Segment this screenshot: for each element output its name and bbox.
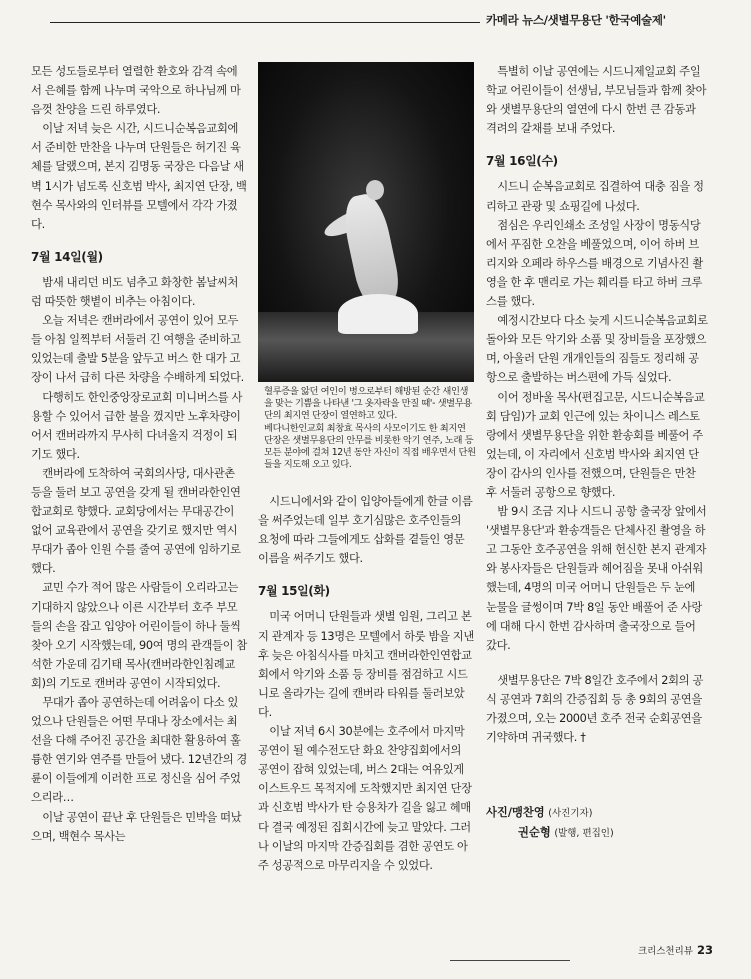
paragraph: 이날 저녁 6시 30분에는 호주에서 마지막 공연이 될 예수전도단 화요 찬양집회에서의 공연이 잡혀 있었는데, 버스 2대는 여유있게 이스트우드 목적지에 도착했지만 최지연 단장과 신호범 박사가 탄 승용차가 길을 잃고 헤매다 결국 예정된 집회시간에 늦고 말았다. 그러나 이날의 마지막 간증집회를 겸한 공연도 아주 성공적으로 마무리지을 수 있었다. bbox=[258, 725, 472, 872]
photo-caption bbox=[264, 386, 476, 471]
paragraph: 특별히 이날 공연에는 시드니제일교회 주일학교 어린이들이 선생님, 부모님들과 함께 찾아와 샛별무용단의 열연에 다시 한번 큰 감동과 격려의 갈채를 보내 주었다. bbox=[486, 65, 707, 136]
paragraph: 이날 저녁 늦은 시간, 시드니순복음교회에서 준비한 만찬을 나누며 단원들은 허기진 육체를 달랬으며, 본지 김명동 국장은 다음날 새벽 1시가 넘도록 신호범 박사, 최지연 단장, 백현수 목사와의 인터뷰를 모텔에서 각각 가졌다. bbox=[31, 122, 247, 231]
credit-row bbox=[486, 823, 614, 843]
paragraph: 점심은 우리인쇄소 조성일 사장이 명동식당에서 푸짐한 오찬을 베풀었으며, 이어 하버 브리지와 오페라 하우스를 배경으로 기념사진 촬영을 한 후 맨리로 가는 훼리를 타고 하버 크루스를 했다. bbox=[486, 218, 703, 309]
date-heading: 7월 16일(수) bbox=[486, 154, 558, 169]
paragraph: 무대가 좁아 공연하는데 어려움이 다소 있었으나 단원들은 어떤 무대나 장소에서는 최선을 다해 주어진 공간을 최대한 활용하여 훌륭한 연기와 연주를 만들어 냈다. 12년간의 경륜이 이들에게 이러한 프로 정신을 심어 주었으리라… bbox=[31, 696, 247, 805]
article-column-3 bbox=[486, 62, 708, 747]
paragraph-gap bbox=[486, 655, 708, 671]
credit-row bbox=[486, 803, 614, 823]
article-column-2 bbox=[258, 492, 474, 875]
section-title: 카메라 뉴스/샛별무용단 '한국예술제' bbox=[486, 13, 666, 27]
footer-rule bbox=[450, 960, 570, 961]
paragraph: 모든 성도들로부터 열렬한 환호와 감격 속에서 은혜를 함께 나누며 국악으로 하나님께 마음껏 찬양을 드린 하루였다. bbox=[31, 65, 241, 117]
paragraph: 다행히도 한인중앙장로교회 미니버스를 사용할 수 있어서 급한 불을 껐지만 노후차량이어서 캔버라까지 무사히 다녀올지 걱정이 되기도 했다. bbox=[31, 390, 243, 461]
caption-line: 혈루증을 앓던 여인이 병으로부터 해방된 순간 새인생을 맞는 기쁨을 나타낸 '그 옷자락을 만질 때'- 샛별무용단의 최지연 단장이 열연하고 있다. bbox=[264, 386, 472, 422]
date-heading: 7월 14일(월) bbox=[31, 249, 103, 264]
dancer-head bbox=[366, 180, 384, 200]
paragraph: 샛별무용단은 7박 8일간 호주에서 2회의 공식 공연과 7회의 간증집회 등 총 9회의 공연을 가졌으며, 오는 2000년 호주 전국 순회공연을 기약하며 귀국했다. † bbox=[486, 673, 704, 745]
header-rule bbox=[50, 22, 480, 23]
page-footer bbox=[638, 943, 713, 957]
date-heading: 7월 15일(화) bbox=[258, 584, 330, 599]
dancer-photo bbox=[258, 62, 474, 382]
paragraph: 예정시간보다 다소 늦게 시드니순복음교회로 돌아와 모든 악기와 소품 및 장비들을 포장했으며, 아울러 단원 개개인들의 짐들도 정리해 공항으로 출발하는 버스편에 가득 실었다. bbox=[486, 314, 708, 385]
credit-label: 사진/맹찬영 bbox=[486, 806, 545, 819]
paragraph: 이어 정바울 목사(편집고문, 시드니순복음교회 담임)가 교회 인근에 있는 차이니스 레스토랑에서 샛별무용단을 위한 환송회를 베풀어 주었는데, 이 자리에서 신호범 박사와 최지연 단장이 감사의 인사를 전했으며, 단원들은 만찬 후 서둘러 공항으로 향했다. bbox=[486, 390, 705, 499]
dancer-figure bbox=[339, 191, 403, 307]
magazine-name: 크리스천리뷰 bbox=[637, 946, 693, 957]
paragraph: 캔버라에 도착하여 국회의사당, 대사관촌 등을 둘러 보고 공연을 갖게 될 캔버라한인연합교회로 향했다. 교회당에서는 무대공간이 없어 교육관에서 공연을 갖기로 했지만 역시 무대가 좁아 인원 수를 줄여 공연에 임하기로 했다. bbox=[31, 466, 241, 576]
credit-name: 권순형 bbox=[518, 826, 551, 839]
paragraph: 밤 9시 조금 지나 시드니 공항 출국장 앞에서 '샛별무용단'과 환송객들은 단체사진 촬영을 하고 그동안 호주공연을 위해 헌신한 본지 관계자와 봉사자들은 단원들과 헤어짐을 못내 아쉬워했는데, 4명의 미국 어머니 단원들은 두 눈에 눈물을 글썽이며 7박 8일 동안 배풀어 준 사랑에 대해 다시 한번 감사하며 출국장으로 들어 갔다. bbox=[486, 505, 707, 652]
paragraph: 교민 수가 적어 많은 사람들이 오리라고는 기대하지 않았으나 이른 시간부터 호주 부모들의 손을 잡고 입양아 어린이들이 하나 둘씩 찾아 오기 시작했는데, 90여 명의 관객들이 참석한 가운데 김기태 목사(캔버라한인침례교회)의 기도로 캔버라 공연이 시작되었다. bbox=[31, 581, 247, 690]
page-number: 23 bbox=[696, 943, 713, 957]
photo-credit bbox=[486, 803, 614, 843]
paragraph: 밤새 내리던 비도 넘추고 화창한 봄날씨처럼 따뜻한 햇볕이 비추는 아침이다. bbox=[31, 275, 239, 309]
credit-role: (발행, 편집인) bbox=[554, 828, 614, 839]
paragraph: 미국 어머니 단원들과 샛별 임원, 그리고 본지 관계자 등 13명은 모텔에서 하룻 밤을 지낸 후 늦은 아침식사를 마치고 캔버라한인연합교회에서 악기와 소품 등 장비를 점검하고 시드니로 올라가는 길에 캔버라 타워를 둘러보았다. bbox=[258, 610, 474, 719]
paragraph: 이날 공연이 끝난 후 단원들은 민박을 떠났으며, 백현수 목사는 bbox=[31, 810, 242, 843]
dancer-skirt bbox=[338, 294, 418, 334]
paragraph: 시드니 순복음교회로 집결하여 대충 짐을 정리하고 관광 및 쇼핑길에 나섰다. bbox=[486, 180, 704, 213]
credit-role: (사진기자) bbox=[548, 808, 593, 819]
caption-line: 베다니한인교회 최창효 목사의 사모이기도 한 최지연 단장은 샛별무용단의 안무를 비롯한 악기 연주, 노래 등 모든 분야에 걸쳐 12년 동안 자신이 직접 배우면서 단원들을 지도해 오고 있다. bbox=[264, 422, 476, 471]
article-column-1 bbox=[31, 62, 247, 846]
paragraph: 오늘 저녁은 캔버라에서 공연이 있어 모두들 아침 일찍부터 서둘러 긴 여행을 준비하고 있었는데 출발 5분을 앞두고 버스 한 대가 고장이 나서 급히 다른 차량을 수배하게 되었다. bbox=[31, 314, 244, 385]
paragraph: 시드니에서와 같이 입양아들에게 한글 이름을 써주었는데 일부 호기심많은 호주인들의 요청에 따라 그들에게도 삽화를 곁들인 영문이름을 써주기도 했다. bbox=[258, 495, 473, 566]
